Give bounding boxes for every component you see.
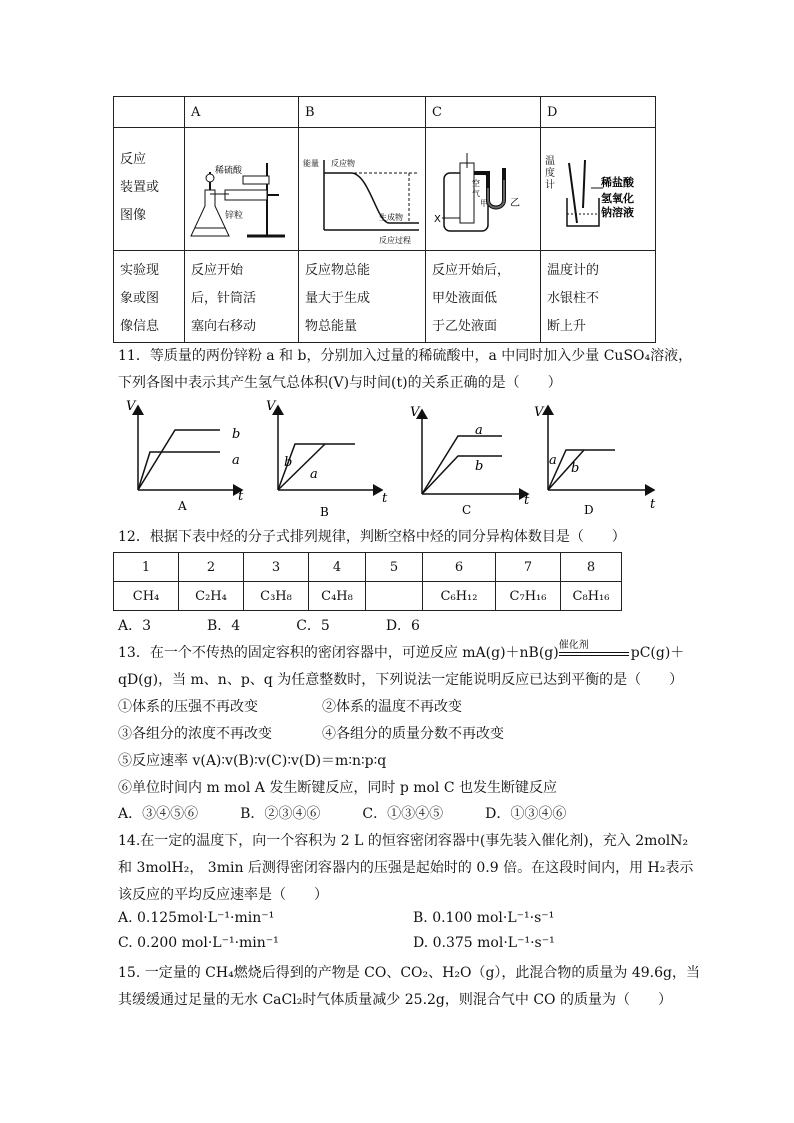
- row-label-apparatus: 反应 装置或 图像: [114, 128, 185, 251]
- svg-text:度: 度: [545, 168, 555, 179]
- observation-a: 反应开始 后，针筒活 塞向右移动: [185, 251, 299, 343]
- blank-cell: [366, 582, 423, 611]
- svg-text:锌粒: 锌粒: [225, 211, 244, 221]
- svg-text:能量: 能量: [303, 159, 319, 168]
- graph-c: [410, 405, 530, 517]
- svg-text:V: V: [534, 405, 544, 420]
- svg-text:a: a: [475, 423, 483, 438]
- svg-text:钠溶液: 钠溶液: [601, 206, 634, 219]
- q11-line2: 下列各图中表示其产生氢气总体积(V)与时间(t)的关系正确的是（ ）: [118, 375, 562, 391]
- svg-text:温: 温: [545, 156, 555, 167]
- svg-text:t: t: [382, 491, 388, 506]
- svg-text:D: D: [584, 503, 594, 517]
- hydrocarbon-table: 1 2 3 4 5 6 7 8 CH₄ C₂H₄ C₃H₈ C₄H₈ C₆H₁₂ C₇H₁₆ C₈H₁₆: [113, 552, 622, 611]
- svg-text:a: a: [549, 453, 557, 468]
- svg-text:a: a: [310, 467, 318, 482]
- svg-text:V: V: [126, 399, 136, 414]
- q14-option-d: D. 0.375 mol·L⁻¹·s⁻¹: [413, 935, 555, 951]
- svg-text:C: C: [462, 503, 472, 517]
- q13-s5: ⑤反应速率 v(A)∶v(B)∶v(C)∶v(D)＝m∶n∶p∶q: [118, 753, 387, 769]
- row-label-observation: 实验现 象或图 像信息: [114, 251, 185, 343]
- svg-text:t: t: [524, 493, 530, 508]
- svg-text:稀硫酸: 稀硫酸: [215, 166, 243, 176]
- apparatus-a-figure: [185, 128, 299, 251]
- q13-s3: ③各组分的浓度不再改变: [118, 726, 272, 742]
- energy-diagram-b: [299, 128, 426, 251]
- q14-option-a: A. 0.125mol·L⁻¹·min⁻¹: [118, 910, 275, 926]
- svg-text:反应物: 反应物: [331, 159, 355, 168]
- svg-text:b: b: [232, 427, 241, 442]
- q15-line1: 15. 一定量的 CH₄燃烧后得到的产物是 CO、CO₂、H₂O（g），此混合物的质量为 49.6g，当: [118, 965, 700, 981]
- equilibrium-arrow: 催化剂: [559, 646, 631, 660]
- svg-text:乙: 乙: [510, 198, 520, 209]
- graph-b: [266, 399, 388, 519]
- q11-line1: 11．等质量的两份锌粉 a 和 b，分别加入过量的稀硫酸中，a 中同时加入少量 CuSO₄溶液，: [118, 348, 693, 364]
- svg-text:B: B: [320, 505, 329, 519]
- svg-text:t: t: [238, 489, 244, 504]
- q13-s6: ⑥单位时间内 m mol A 发生断键反应，同时 p mol C 也发生断键反应: [118, 780, 558, 796]
- q13-s1: ①体系的压强不再改变: [118, 699, 258, 715]
- q15-line2: 其缓缓通过足量的无水 CaCl₂时气体质量减少 25.2g，则混合气中 CO 的质量为（ ）: [118, 992, 672, 1008]
- svg-text:反应过程: 反应过程: [379, 236, 411, 245]
- experiment-table: [113, 96, 656, 343]
- header-c: C: [426, 97, 541, 128]
- q14-line1: 14.在一定的温度下，向一个容积为 2 L 的恒容密闭容器中(事先装入催化剂)，充入 2molN₂: [118, 833, 689, 849]
- header-d: D: [541, 97, 656, 128]
- svg-text:氢氧化: 氢氧化: [601, 192, 634, 205]
- q13-s2: ②体系的温度不再改变: [322, 699, 462, 715]
- svg-text:计: 计: [545, 180, 555, 191]
- q14-option-b: B. 0.100 mol·L⁻¹·s⁻¹: [413, 910, 555, 926]
- header-b: B: [299, 97, 426, 128]
- header-a: A: [185, 97, 299, 128]
- q13-options: A．③④⑤⑥ B．②③④⑥ C．①③④⑤ D．①③④⑥: [118, 806, 567, 822]
- svg-text:空: 空: [472, 179, 480, 188]
- q12-options: A．3 B．4 C．5 D．6: [118, 618, 420, 634]
- q14-line3: 该反应的平均反应速率是（ ）: [118, 887, 328, 903]
- apparatus-c-figure: [426, 128, 541, 251]
- q13-line2: qD(g)，当 m、n、p、q 为任意整数时，下列说法一定能说明反应已达到平衡的是（ ）: [118, 672, 684, 688]
- svg-text:a: a: [232, 453, 240, 468]
- q13-line1: 13．在一个不传热的固定容积的密闭容器中，可逆反应 mA(g)＋nB(g) 催化剂 pC(g)＋: [118, 640, 685, 661]
- svg-text:X: X: [434, 214, 441, 225]
- svg-text:b: b: [475, 459, 484, 474]
- svg-text:甲: 甲: [480, 199, 488, 208]
- q14-line2: 和 3molH₂， 3min 后测得密闭容器内的压强是起始时的 0.9 倍。在这段时间内，用 H₂表示: [118, 860, 694, 876]
- svg-text:t: t: [650, 497, 656, 512]
- q13-s4: ④各组分的质量分数不再改变: [322, 726, 504, 742]
- svg-text:V: V: [410, 405, 420, 420]
- svg-text:A: A: [178, 499, 187, 513]
- header-empty: [114, 97, 185, 128]
- q12-text: 12．根据下表中烃的分子式排列规律，判断空格中烃的同分异构体数目是（ ）: [118, 529, 626, 545]
- q14-option-c: C. 0.200 mol·L⁻¹·min⁻¹: [118, 935, 279, 951]
- svg-text:生成物: 生成物: [379, 213, 403, 222]
- svg-text:气: 气: [472, 189, 480, 198]
- apparatus-d-figure: [541, 128, 656, 251]
- observation-b: 反应物总能 量大于生成 物总能量: [299, 251, 426, 343]
- svg-text:b: b: [284, 455, 293, 470]
- graph-a: [126, 399, 244, 513]
- svg-text:b: b: [571, 461, 580, 476]
- svg-text:稀盐酸: 稀盐酸: [601, 176, 634, 189]
- graph-d: [534, 405, 656, 517]
- q11-graphs: [120, 398, 670, 520]
- observation-d: 温度计的 水银柱不 断上升: [541, 251, 656, 343]
- observation-c: 反应开始后， 甲处液面低 于乙处液面: [426, 251, 541, 343]
- svg-text:V: V: [266, 399, 276, 414]
